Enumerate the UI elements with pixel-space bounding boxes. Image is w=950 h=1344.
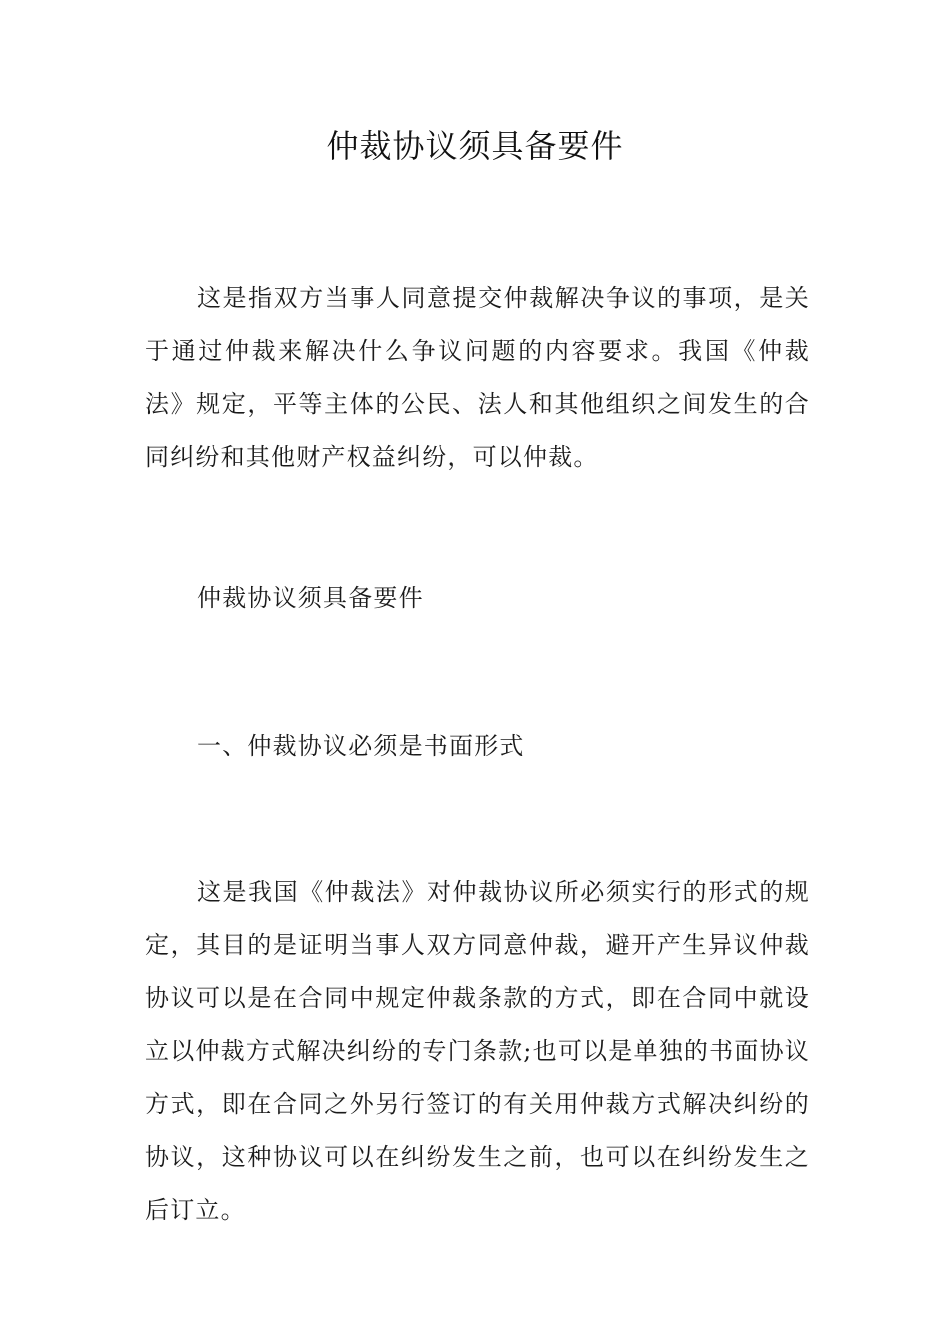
body-paragraph: 这是我国《仲裁法》对仲裁协议所必须实行的形式的规定，其目的是证明当事人双方同意仲裁，避开产生异议仲裁协议可以是在合同中规定仲裁条款的方式，即在合同中就设立以仲裁方式解决纠纷的专门条款;也可以是单独的书面协议方式，即在合同之外另行签订的有关用仲裁方式解决纠纷的协议，这种协议可以在纠纷发生之前，也可以在纠纷发生之后订立。 <box>145 878 810 1224</box>
subsection-heading: 一、仲裁协议必须是书面形式 <box>197 732 525 760</box>
section-heading: 仲裁协议须具备要件 <box>197 584 424 612</box>
intro-paragraph: 这是指双方当事人同意提交仲裁解决争议的事项，是关于通过仲裁来解决什么争议问题的内容要求。我国《仲裁法》规定，平等主体的公民、法人和其他组织之间发生的合同纠纷和其他财产权益纠纷，可以仲裁。 <box>145 284 810 471</box>
document-title: 仲裁协议须具备要件 <box>326 127 624 165</box>
